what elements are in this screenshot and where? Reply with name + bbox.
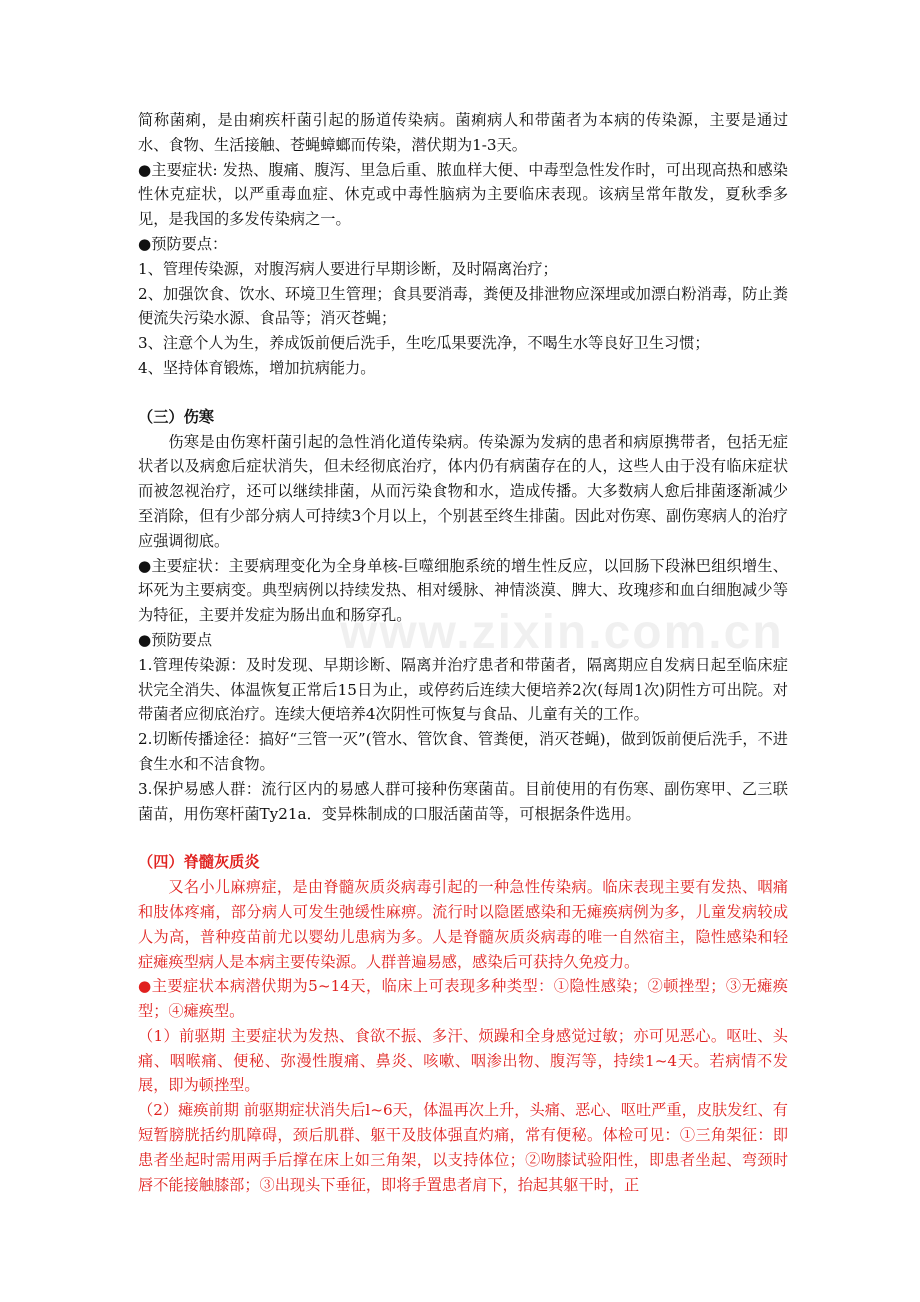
dysentery-prevention-3: 3、注意个人为生，养成饭前便后洗手，生吃瓜果要洗净，不喝生水等良好卫生习惯；	[138, 334, 710, 353]
polio-intro: 又名小儿麻痹症，是由脊髓灰质炎病毒引起的一种急性传染病。临床表现主要有发热、咽痛和肢体疼痛，部分病人可发生弛缓性麻痹。流行时以隐匿感染和无瘫痪病例为多，儿童发病较成人为高，普种疫苗前尤以婴幼儿患病为多。人是脊髓灰质炎病毒的唯一自然宿主，隐性感染和轻症瘫痪型病人是本病主要传染源。人群普遍易感，感染后可获持久免疫力。	[138, 878, 788, 971]
document-body	[138, 108, 788, 1197]
polio-heading: （四）脊髓灰质炎	[138, 853, 260, 872]
typhoid-prevention-2: 2.切断传播途径：搞好“三管一灭”(管水、管饮食、管粪便，消灭苍蝇)，做到饭前便后洗手，不进食生水和不洁食物。	[138, 730, 788, 773]
typhoid-prevention-title: ●预防要点	[138, 630, 213, 649]
dysentery-intro: 简称菌痢，是由痢疾杆菌引起的肠道传染病。菌痢病人和带菌者为本病的传染源，主要是通过水、食物、生活接触、苍蝇蟑螂而传染，潜伏期为1-3天。	[138, 111, 788, 154]
polio-stage-2: （2）瘫痪前期 前驱期症状消失后l~6天，体温再次上升，头痛、恶心、呕吐严重，皮肤发红、有短暂膀胱括约肌障碍，颈后肌群、躯干及肢体强直灼痛，常有便秘。体检可见：①三角架征：即患者坐起时需用两手后撑在床上如三角架，以支持体位；②吻膝试验阳性，即患者坐起、弯颈时唇不能接触膝部；③出现头下垂征，即将手置患者肩下，抬起其躯干时，正	[138, 1101, 788, 1194]
dysentery-prevention-2: 2、加强饮食、饮水、环境卫生管理；食具要消毒，粪便及排泄物应深埋或加漂白粉消毒，防止粪便流失污染水源、食品等；消灭苍蝇；	[138, 284, 788, 328]
watermark: www.zixin.com.cn	[340, 606, 784, 659]
dysentery-prevention-4: 4、坚持体育锻炼，增加抗病能力。	[138, 358, 376, 377]
typhoid-prevention-1: 1.管理传染源：及时发现、早期诊断、隔离并治疗患者和带菌者，隔离期应自发病日起至临床症状完全消失、体温恢复正常后15日为止，或停药后连续大便培养2次(每周1次)阴性方可出院。对带菌者应彻底治疗。连续大便培养4次阴性可恢复与食品、儿童有关的工作。	[138, 655, 788, 724]
typhoid-symptoms: ●主要症状：主要病理变化为全身单核-巨噬细胞系统的增生性反应，以回肠下段淋巴组织增生、坏死为主要病变。典型病例以持续发热、相对缓脉、神情淡漠、脾大、玫瑰疹和血白细胞减少等为特征，主要并发症为肠出血和肠穿孔。	[138, 556, 788, 625]
dysentery-prevention-title: ●预防要点：	[138, 234, 228, 253]
dysentery-symptoms: ●主要症状: 发热、腹痛、腹泻、里急后重、脓血样大便、中毒型急性发作时，可出现高热和感染性休克症状，以严重毒血症、休克或中毒性脑病为主要临床表现。该病呈常年散发，夏秋季多见，是我国的多发传染病之一。	[138, 160, 788, 229]
dysentery-prevention-1: 1、管理传染源，对腹泻病人要进行早期诊断，及时隔离治疗；	[138, 259, 558, 278]
typhoid-prevention-3: 3.保护易感人群：流行区内的易感人群可接种伤寒菌苗。目前使用的有伤寒、副伤寒甲、乙三联菌苗，用伤寒杆菌Ty21a．变异株制成的口服活菌苗等，可根据条件选用。	[138, 779, 788, 823]
typhoid-intro: 伤寒是由伤寒杆菌引起的急性消化道传染病。传染源为发病的患者和病原携带者，包括无症状者以及病愈后症状消失，但未经彻底治疗，体内仍有病菌存在的人，这些人由于没有临床症状而被忽视治疗，还可以继续排菌，从而污染食物和水，造成传播。大多数病人愈后排菌逐渐减少至消除，但有少部分病人可持续3个月以上，个别甚至终生排菌。因此对伤寒、副伤寒病人的治疗应强调彻底。	[138, 432, 788, 550]
polio-stage-1: （1）前驱期 主要症状为发热、食欲不振、多汗、烦躁和全身感觉过敏；亦可见恶心。呕吐、头痛、咽喉痛、便秘、弥漫性腹痛、鼻炎、咳嗽、咽渗出物、腹泻等，持续1~4天。若病情不发展，即为顿挫型。	[138, 1026, 788, 1095]
polio-symptoms: ●主要症状本病潜伏期为5~14天，临床上可表现多种类型：①隐性感染；②顿挫型；③无瘫痪型；④瘫痪型。	[138, 977, 788, 1021]
typhoid-heading: （三）伤寒	[138, 407, 214, 426]
